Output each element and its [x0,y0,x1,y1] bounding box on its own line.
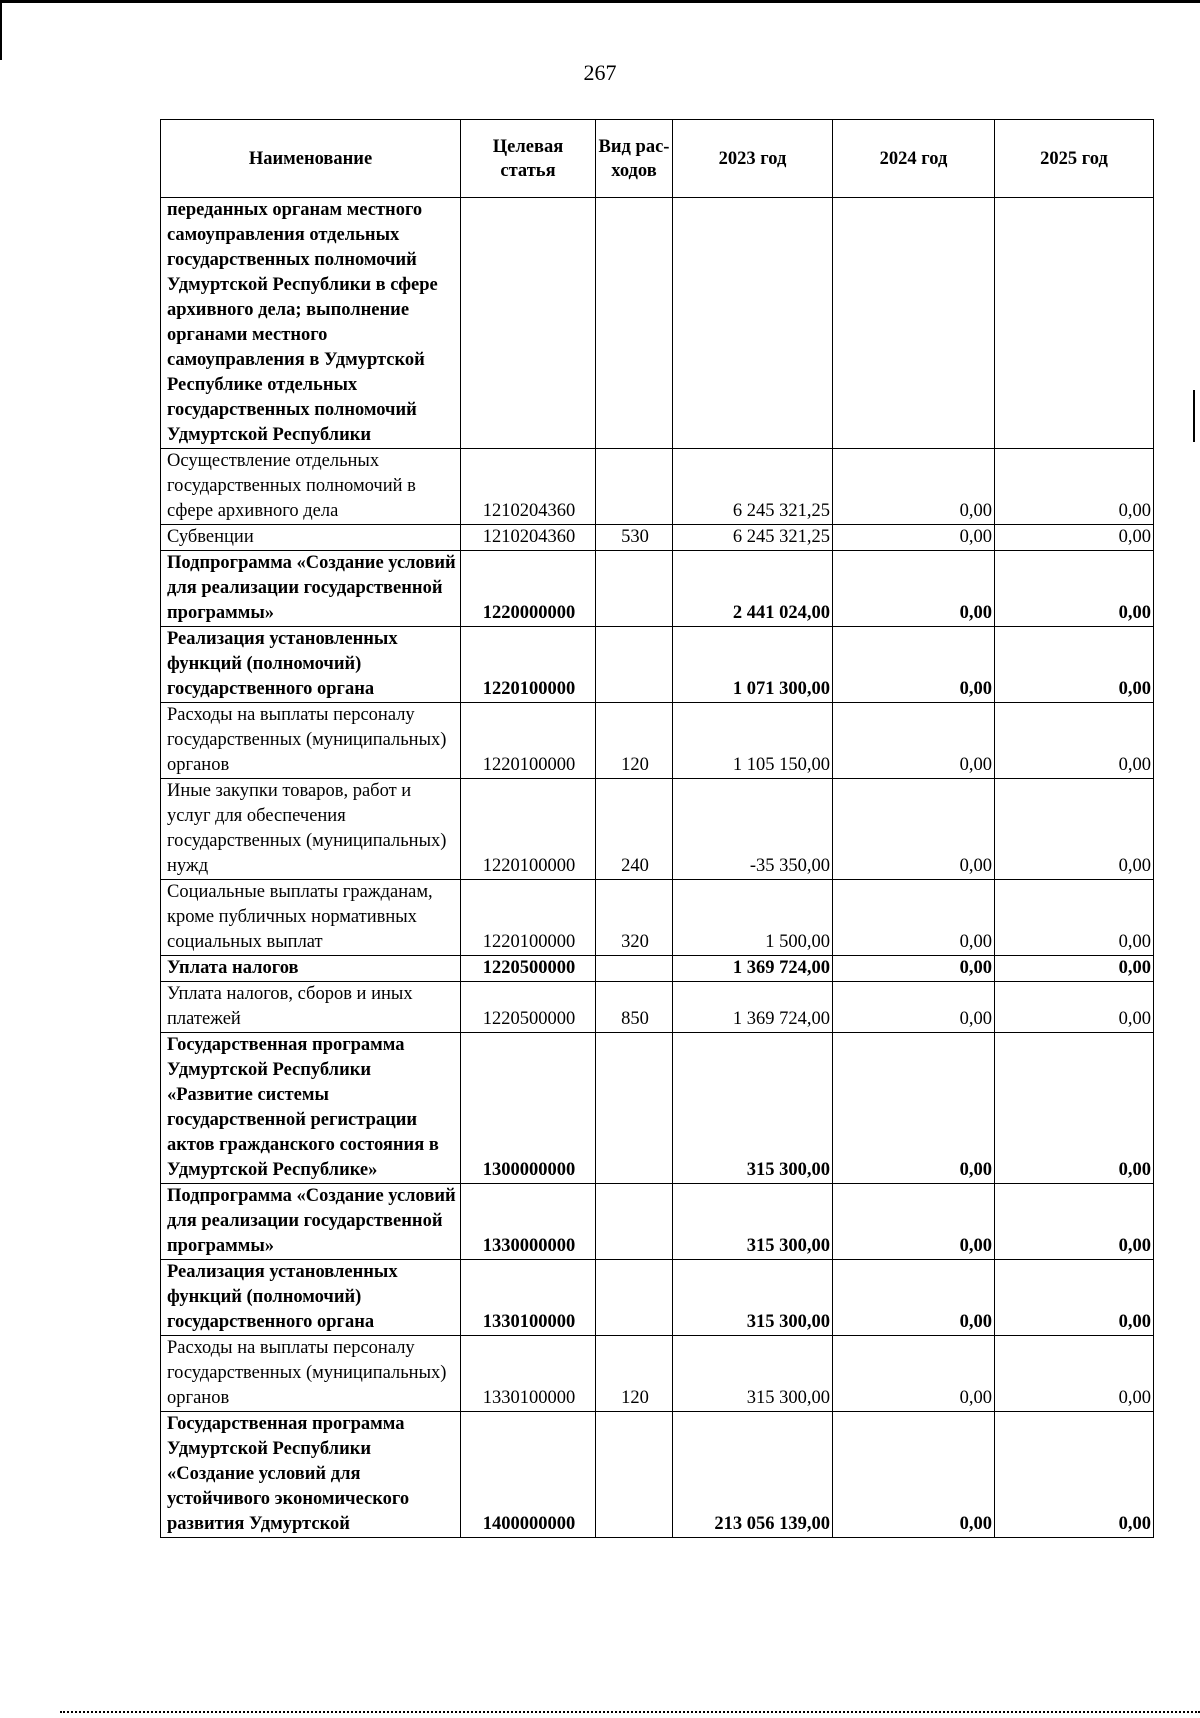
row-expense-type: 530 [596,525,673,551]
table-row [161,779,1154,880]
row-amount-2023: 1 500,00 [673,880,833,956]
row-amount-2025: 0,00 [995,551,1154,627]
header-year-2023: 2023 год [673,120,833,198]
row-name: Субвенции [161,525,461,551]
row-name: Подпрограмма «Создание условий для реализации государственной программы» [161,1184,461,1260]
row-expense-type [596,956,673,982]
table-row [161,1412,1154,1538]
row-amount-2024: 0,00 [833,956,995,982]
row-expense-type [596,1260,673,1336]
row-name: Расходы на выплаты персоналу государственных (муниципальных) органов [161,1336,461,1412]
row-expense-type [596,551,673,627]
row-amount-2024: 0,00 [833,551,995,627]
row-amount-2023: 1 369 724,00 [673,982,833,1033]
header-target-article: Целевая статья [461,120,596,198]
table-row [161,1033,1154,1184]
row-amount-2024: 0,00 [833,525,995,551]
row-target-article: 1330100000 [461,1260,596,1336]
row-amount-2024: 0,00 [833,982,995,1033]
row-name: Реализация установленных функций (полномочий) государственного органа [161,627,461,703]
table-row [161,198,1154,449]
row-name: Расходы на выплаты персоналу государственных (муниципальных) органов [161,703,461,779]
row-name: Реализация установленных функций (полномочий) государственного органа [161,1260,461,1336]
row-amount-2024: 0,00 [833,1412,995,1538]
table-row [161,982,1154,1033]
row-amount-2023 [673,198,833,449]
row-name: Государственная программа Удмуртской Республики «Развитие системы государственной регистрации актов гражданского состояния в Удмуртской Республике» [161,1033,461,1184]
row-expense-type: 120 [596,1336,673,1412]
table-header-row [161,120,1154,198]
row-name: Осуществление отдельных государственных полномочий в сфере архивного дела [161,449,461,525]
row-name: Уплата налогов, сборов и иных платежей [161,982,461,1033]
row-expense-type: 850 [596,982,673,1033]
row-amount-2025: 0,00 [995,627,1154,703]
row-expense-type [596,1184,673,1260]
row-name: Уплата налогов [161,956,461,982]
table-row [161,1184,1154,1260]
row-target-article: 1220100000 [461,627,596,703]
row-target-article: 1220100000 [461,779,596,880]
row-amount-2025: 0,00 [995,880,1154,956]
row-amount-2025: 0,00 [995,1260,1154,1336]
row-target-article: 1400000000 [461,1412,596,1538]
row-amount-2025: 0,00 [995,1184,1154,1260]
scan-edge-right [1193,390,1195,442]
row-target-article: 1330100000 [461,1336,596,1412]
table-row [161,880,1154,956]
row-amount-2023: 1 369 724,00 [673,956,833,982]
row-amount-2023: -35 350,00 [673,779,833,880]
row-amount-2025: 0,00 [995,525,1154,551]
row-amount-2024: 0,00 [833,627,995,703]
table-row [161,703,1154,779]
row-amount-2024: 0,00 [833,779,995,880]
row-amount-2024 [833,198,995,449]
page-number: 267 [583,60,617,85]
table-body [161,198,1154,1538]
row-amount-2025: 0,00 [995,1336,1154,1412]
header-year-2025: 2025 год [995,120,1154,198]
row-expense-type [596,627,673,703]
row-expense-type [596,198,673,449]
row-amount-2023: 315 300,00 [673,1184,833,1260]
table-row [161,525,1154,551]
row-amount-2025: 0,00 [995,1412,1154,1538]
row-amount-2023: 213 056 139,00 [673,1412,833,1538]
row-amount-2023: 6 245 321,25 [673,525,833,551]
row-amount-2023: 6 245 321,25 [673,449,833,525]
row-target-article: 1220500000 [461,982,596,1033]
row-name: Иные закупки товаров, работ и услуг для обеспечения государственных (муниципальных) нужд [161,779,461,880]
row-amount-2023: 2 441 024,00 [673,551,833,627]
header-year-2024: 2024 год [833,120,995,198]
row-amount-2024: 0,00 [833,449,995,525]
row-amount-2024: 0,00 [833,1260,995,1336]
row-expense-type [596,449,673,525]
table-row [161,627,1154,703]
row-amount-2024: 0,00 [833,880,995,956]
row-amount-2023: 315 300,00 [673,1260,833,1336]
row-amount-2023: 315 300,00 [673,1336,833,1412]
row-amount-2025: 0,00 [995,449,1154,525]
scan-edge-top [0,0,1200,3]
row-target-article: 1330000000 [461,1184,596,1260]
row-expense-type [596,1033,673,1184]
row-target-article: 1220100000 [461,703,596,779]
row-target-article: 1220500000 [461,956,596,982]
table-row [161,551,1154,627]
row-amount-2025: 0,00 [995,703,1154,779]
row-expense-type: 320 [596,880,673,956]
table-row [161,956,1154,982]
table-row [161,1260,1154,1336]
row-expense-type: 120 [596,703,673,779]
row-name: Подпрограмма «Создание условий для реализации государственной программы» [161,551,461,627]
row-amount-2023: 1 071 300,00 [673,627,833,703]
row-amount-2025 [995,198,1154,449]
row-amount-2025: 0,00 [995,982,1154,1033]
row-amount-2023: 315 300,00 [673,1033,833,1184]
row-amount-2023: 1 105 150,00 [673,703,833,779]
row-target-article: 1220000000 [461,551,596,627]
row-amount-2025: 0,00 [995,1033,1154,1184]
row-target-article: 1300000000 [461,1033,596,1184]
table-row [161,449,1154,525]
row-amount-2025: 0,00 [995,779,1154,880]
row-expense-type: 240 [596,779,673,880]
row-amount-2024: 0,00 [833,1033,995,1184]
budget-table [160,119,1154,1538]
scan-edge-left [0,0,2,60]
scan-edge-bottom [60,1711,1200,1715]
table-row [161,1336,1154,1412]
row-target-article: 1220100000 [461,880,596,956]
header-name: Наименование [161,120,461,198]
row-target-article: 1210204360 [461,449,596,525]
row-name: Социальные выплаты гражданам, кроме публичных нормативных социальных выплат [161,880,461,956]
row-amount-2024: 0,00 [833,1184,995,1260]
header-expense-type: Вид рас- ходов [596,120,673,198]
row-amount-2024: 0,00 [833,1336,995,1412]
row-amount-2025: 0,00 [995,956,1154,982]
row-amount-2024: 0,00 [833,703,995,779]
row-name: Государственная программа Удмуртской Республики «Создание условий для устойчивого экономического развития Удмуртской [161,1412,461,1538]
row-expense-type [596,1412,673,1538]
row-target-article: 1210204360 [461,525,596,551]
row-name: переданных органам местного самоуправления отдельных государственных полномочий Удмуртской Республики в сфере архивного дела; выполнение органами местного самоуправления в Удмуртской Республике отдельных государственных полномочий Удмуртской Республики [161,198,461,449]
row-target-article [461,198,596,449]
